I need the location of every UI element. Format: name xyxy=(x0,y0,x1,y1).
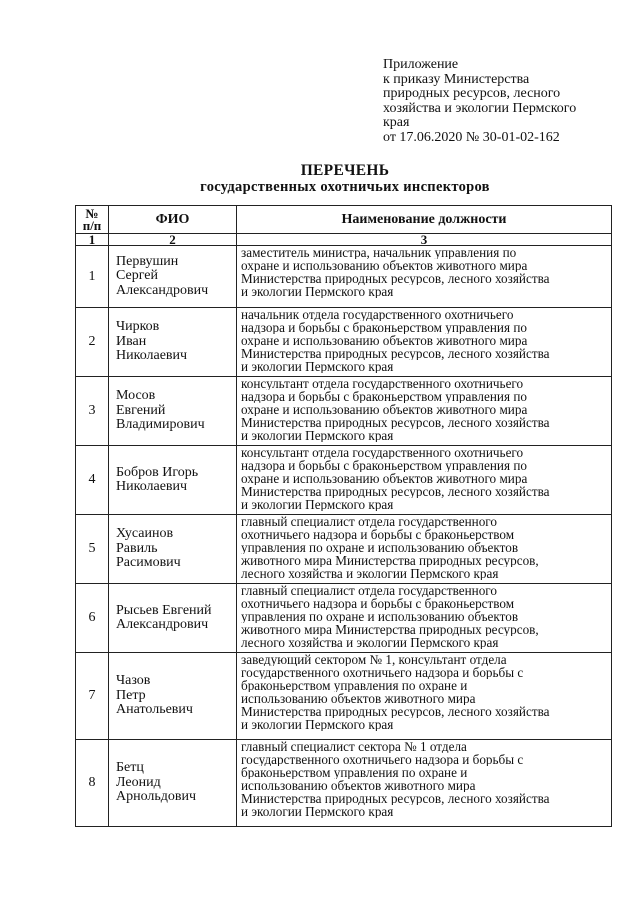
fio-line: Первушин xyxy=(116,253,179,269)
fio-line: Иван xyxy=(116,333,147,349)
appendix-line: от 17.06.2020 № 30-01-02-162 xyxy=(383,129,560,145)
position-line: управления по охране и использованию объектов xyxy=(241,541,519,554)
appendix-block xyxy=(383,58,623,146)
appendix-line: к приказу Министерства xyxy=(383,71,530,87)
position-line: охране и использованию объектов животного мира xyxy=(241,259,528,272)
table-row xyxy=(76,515,612,584)
fio-line: Евгений xyxy=(116,402,166,418)
row-number: 2 xyxy=(76,308,109,377)
row-position xyxy=(237,740,612,827)
position-line: заведующий сектором № 1, консультант отдела xyxy=(241,653,507,666)
position-line: охране и использованию объектов животного мира xyxy=(241,472,528,485)
position-line: Министерства природных ресурсов, лесного хозяйства xyxy=(241,485,550,498)
appendix-line: Приложение xyxy=(383,57,459,72)
position-line: и экологии Пермского края xyxy=(241,429,394,442)
position-line: надзора и борьбы с браконьерством управления по xyxy=(241,321,527,334)
fio-line: Чазов xyxy=(116,673,151,689)
position-line: управления по охране и использованию объектов xyxy=(241,610,519,623)
position-line: охотничьего надзора и борьбы с браконьерством xyxy=(241,528,515,541)
position-line: охотничьего надзора и борьбы с браконьерством xyxy=(241,597,515,610)
fio-line: Мосов xyxy=(116,388,156,404)
position-line: лесного хозяйства и экологии Пермского края xyxy=(241,567,499,580)
header-number xyxy=(76,206,109,234)
position-line: животного мира Министерства природных ресурсов, xyxy=(241,554,539,567)
header-fio: ФИО xyxy=(109,206,237,234)
fio-line: Сергей xyxy=(116,268,158,284)
header-row xyxy=(76,206,612,234)
row-number: 3 xyxy=(76,377,109,446)
position-line: надзора и борьбы с браконьерством управления по xyxy=(241,390,527,403)
index-cell: 3 xyxy=(237,234,612,246)
table-row xyxy=(76,377,612,446)
appendix-line: хозяйства и экологии Пермского xyxy=(383,100,577,116)
position-line: главный специалист сектора № 1 отдела xyxy=(241,740,467,753)
row-position xyxy=(237,584,612,653)
appendix-line: природных ресурсов, лесного xyxy=(383,86,561,102)
row-fio xyxy=(109,446,237,515)
row-number: 4 xyxy=(76,446,109,515)
row-position xyxy=(237,515,612,584)
header-number-line1: № xyxy=(85,205,99,221)
fio-line: Рысьев Евгений xyxy=(116,602,212,618)
position-line: Министерства природных ресурсов, лесного хозяйства xyxy=(241,792,550,805)
position-line: охране и использованию объектов животного мира xyxy=(241,334,528,347)
table-row xyxy=(76,246,612,308)
row-number: 8 xyxy=(76,740,109,827)
row-fio xyxy=(109,584,237,653)
fio-line: Владимирович xyxy=(116,417,205,433)
position-line: государственного охотничьего надзора и борьбы с xyxy=(241,666,524,679)
row-fio xyxy=(109,653,237,740)
position-line: консультант отдела государственного охотничьего xyxy=(241,446,524,459)
position-line: надзора и борьбы с браконьерством управления по xyxy=(241,459,527,472)
position-line: охране и использованию объектов животного мира xyxy=(241,403,528,416)
position-line: главный специалист отдела государственного xyxy=(241,515,497,528)
position-line: Министерства природных ресурсов, лесного хозяйства xyxy=(241,705,550,718)
position-line: и экологии Пермского края xyxy=(241,360,394,373)
position-line: браконьерством управления по охране и xyxy=(241,679,468,692)
row-number: 7 xyxy=(76,653,109,740)
position-line: государственного охотничьего надзора и борьбы с xyxy=(241,753,524,766)
position-line: животного мира Министерства природных ресурсов, xyxy=(241,623,539,636)
fio-line: Хусаинов xyxy=(116,526,174,542)
position-line: Министерства природных ресурсов, лесного хозяйства xyxy=(241,347,550,360)
fio-line: Николаевич xyxy=(116,479,188,494)
row-position xyxy=(237,308,612,377)
fio-line: Анатольевич xyxy=(116,702,193,718)
index-cell: 2 xyxy=(109,234,237,246)
table-row xyxy=(76,308,612,377)
position-line: лесного хозяйства и экологии Пермского края xyxy=(241,636,499,649)
index-cell: 1 xyxy=(76,234,109,246)
fio-line: Бобров Игорь xyxy=(116,464,199,480)
fio-line: Расимович xyxy=(116,555,181,571)
row-number: 1 xyxy=(76,246,109,308)
position-line: и экологии Пермского края xyxy=(241,285,394,298)
table-row xyxy=(76,740,612,827)
fio-line: Бетц xyxy=(116,760,144,776)
position-line: Министерства природных ресурсов, лесного хозяйства xyxy=(241,416,550,429)
fio-line: Арнольдович xyxy=(116,789,197,805)
position-line: использованию объектов животного мира xyxy=(241,692,476,705)
fio-line: Чирков xyxy=(116,319,160,335)
position-line: браконьерством управления по охране и xyxy=(241,766,468,779)
table-row xyxy=(76,653,612,740)
document-title: ПЕРЕЧЕНЬ xyxy=(300,162,390,179)
position-line: начальник отдела государственного охотничьего xyxy=(241,308,514,321)
fio-line: Николаевич xyxy=(116,348,188,364)
row-position xyxy=(237,446,612,515)
row-position xyxy=(237,246,612,308)
row-number: 5 xyxy=(76,515,109,584)
position-line: и экологии Пермского края xyxy=(241,718,394,731)
fio-line: Равиль xyxy=(116,540,158,556)
row-position xyxy=(237,377,612,446)
index-row xyxy=(76,234,612,246)
position-line: и экологии Пермского края xyxy=(241,498,394,511)
position-line: главный специалист отдела государственного xyxy=(241,584,497,597)
position-line: заместитель министра, начальник управления по xyxy=(241,246,517,259)
row-position xyxy=(237,653,612,740)
position-line: консультант отдела государственного охотничьего xyxy=(241,377,524,390)
document-subtitle: государственных охотничьих инспекторов xyxy=(200,179,490,195)
row-fio xyxy=(109,246,237,308)
fio-line: Петр xyxy=(116,687,146,703)
row-fio xyxy=(109,740,237,827)
position-line: Министерства природных ресурсов, лесного хозяйства xyxy=(241,272,550,285)
appendix-line: края xyxy=(383,115,410,131)
position-line: использованию объектов животного мира xyxy=(241,779,476,792)
header-position: Наименование должности xyxy=(237,206,612,234)
row-fio xyxy=(109,515,237,584)
row-number: 6 xyxy=(76,584,109,653)
fio-line: Александрович xyxy=(116,617,209,632)
table-row xyxy=(76,584,612,653)
position-line: и экологии Пермского края xyxy=(241,805,394,818)
row-fio xyxy=(109,308,237,377)
header-number-line2: п/п xyxy=(82,217,102,233)
fio-line: Александрович xyxy=(116,282,209,298)
row-fio xyxy=(109,377,237,446)
fio-line: Леонид xyxy=(116,774,161,790)
table-row xyxy=(76,446,612,515)
inspectors-table xyxy=(75,205,612,827)
